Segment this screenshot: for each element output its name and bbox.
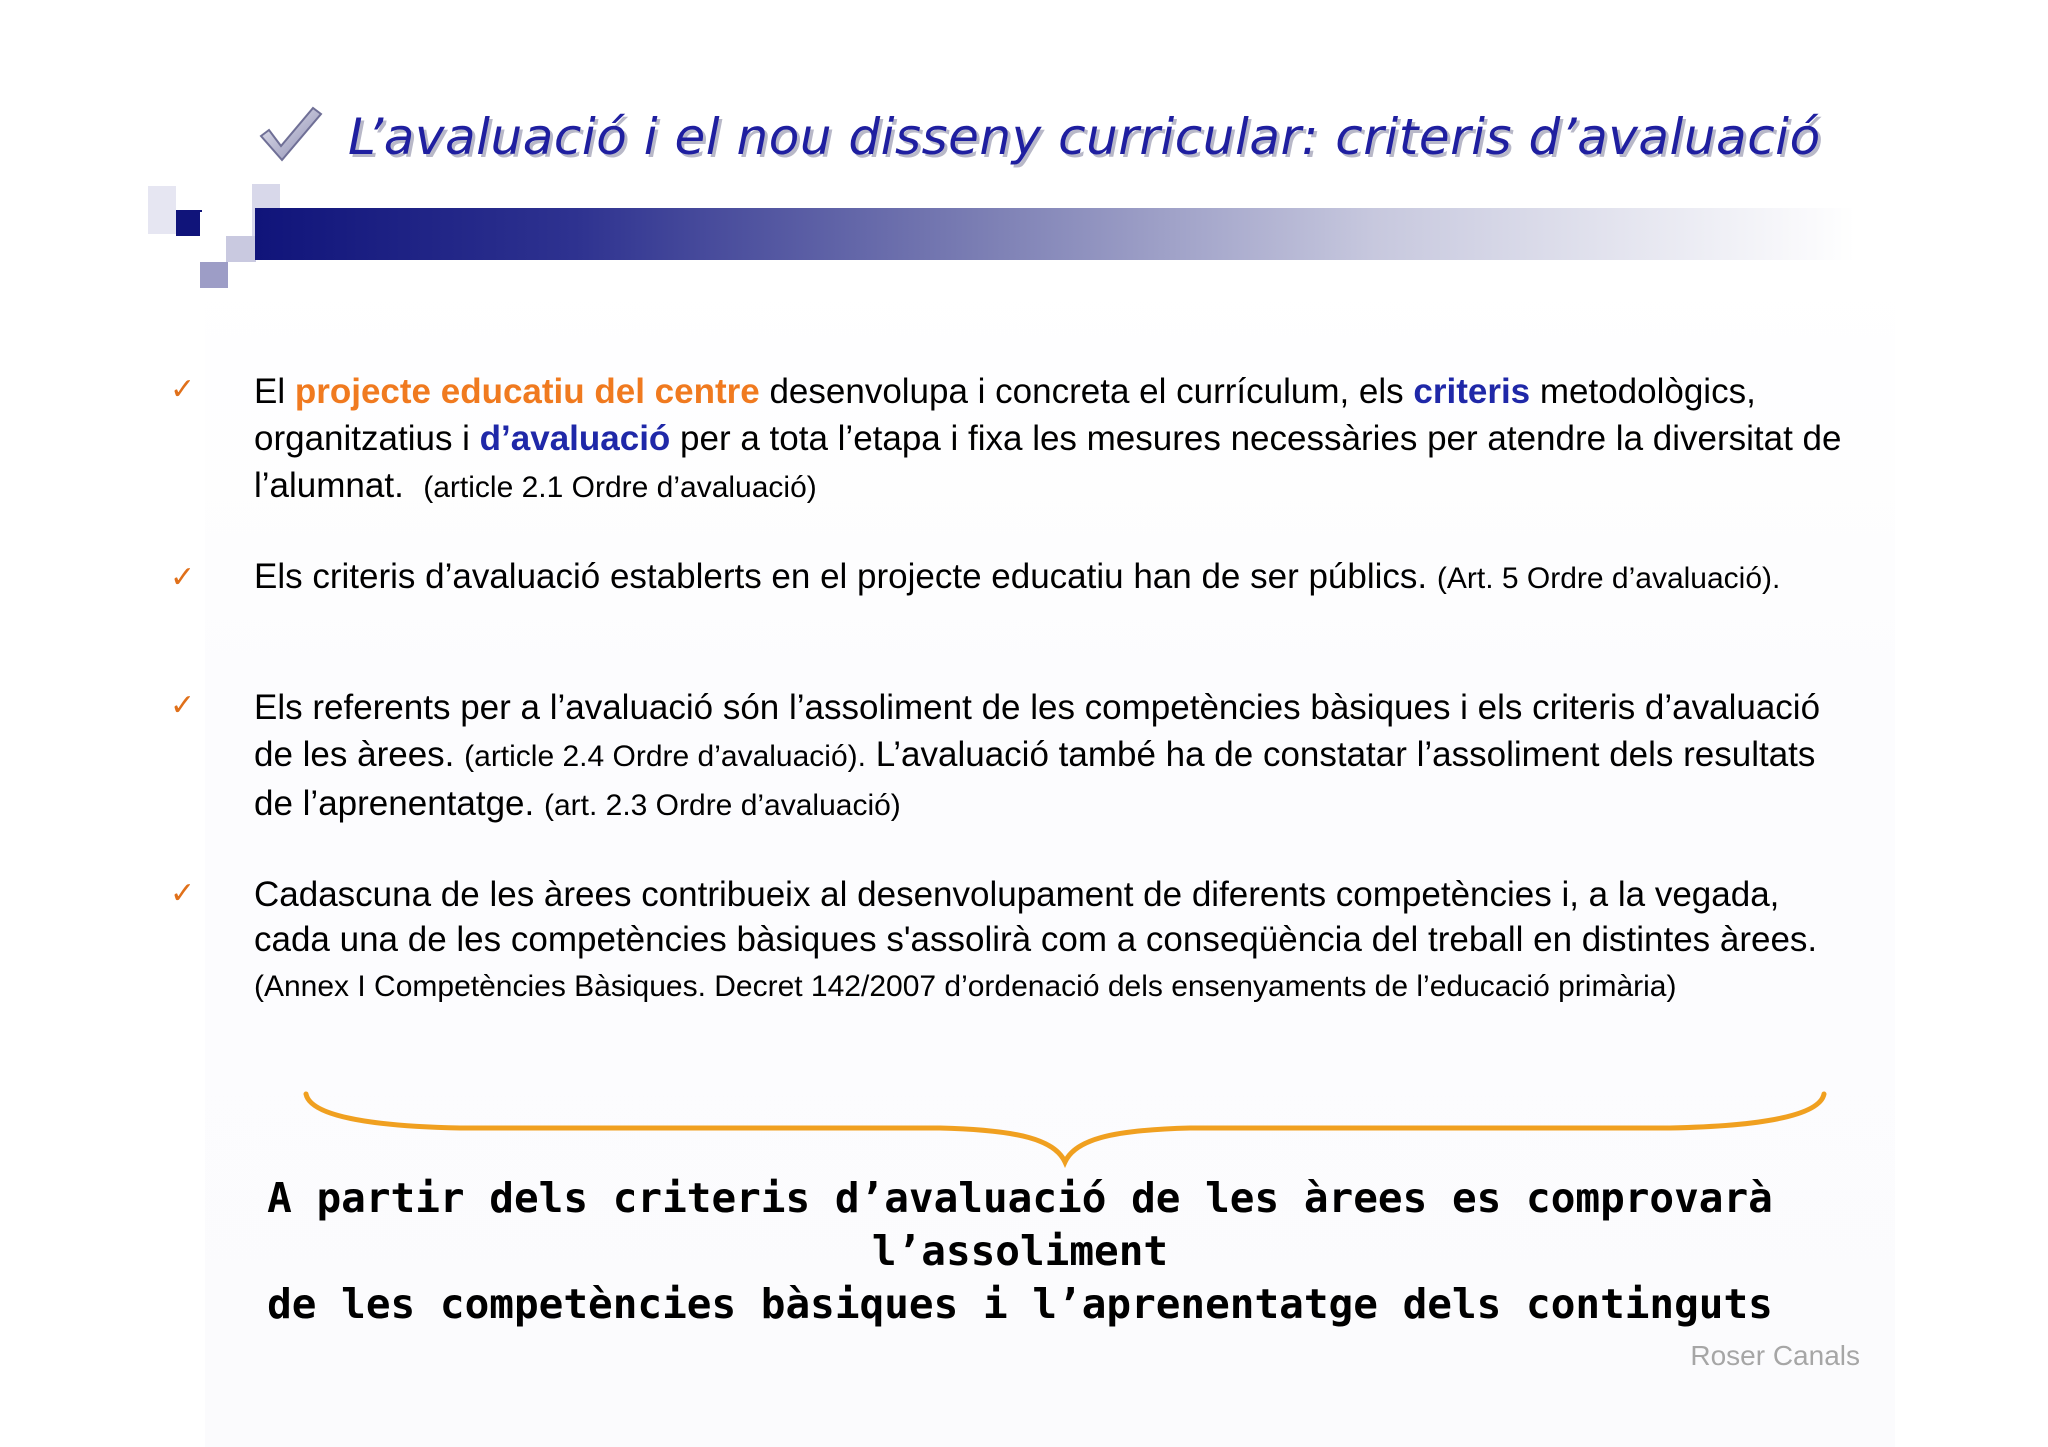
highlight-projecte: projecte educatiu del centre <box>294 372 760 411</box>
conclusion-text <box>200 1172 1840 1331</box>
checkmark-icon: ✓ <box>170 560 196 595</box>
decor-square <box>226 236 256 262</box>
conclusion-line-2: de les competències bàsiques i l’aprenentatge dels continguts <box>267 1280 1773 1328</box>
reference: (art. 2.3 Ordre d’avaluació) <box>543 789 901 822</box>
decor-square <box>200 212 226 238</box>
header-bar <box>255 208 1855 260</box>
decor-square <box>200 262 228 288</box>
conclusion-line-1: A partir dels criteris d’avaluació de les àrees es comprovarà l’assoliment <box>267 1174 1773 1275</box>
highlight-avaluacio: d’avaluació <box>479 419 671 458</box>
checkmark-icon <box>255 100 325 170</box>
reference: (Art. 5 Ordre d’avaluació). <box>1436 562 1781 595</box>
slide-title: L’avaluació i el nou disseny curricular: criteris d’avaluació <box>348 108 1821 166</box>
bullet-item <box>170 872 1890 1052</box>
decor-square <box>176 210 202 236</box>
bullet-item <box>170 368 1890 508</box>
author-footer: Roser Canals <box>1690 1340 1860 1371</box>
bullet-item <box>170 684 1890 824</box>
reference: (Annex I Competències Bàsiques. Decret 142/2007 d’ordenació dels ensenyaments de l’educació primària) <box>254 970 1677 1003</box>
decor-square <box>148 186 176 234</box>
bullet-text: Els referents per a l’avaluació són l’assoliment de les competències bàsiques i els criteris d’avaluació de les àrees. (article 2.4 Ordre d’avaluació). L’avaluació també ha de constatar l’assoliment dels resultats de l’aprenentatge. (art. 2.3 Ordre d’avaluació) <box>254 688 1821 823</box>
highlight-criteris: criteris <box>1413 372 1531 411</box>
reference: (article 2.1 Ordre d’avaluació) <box>423 471 817 504</box>
bullet-text: El projecte educatiu del centre desenvolupa i concreta el currículum, els criteris metodològics, organitzatius i d’avaluació per a tota l’etapa i fixa les mesures necessàries per atendre la diversitat de l’alumnat. (article 2.1 Ordre d’avaluació) <box>254 372 1842 505</box>
bullet-text: Els criteris d’avaluació establerts en el projecte educatiu han de ser públics. (Art. 5 Ordre d’avaluació). <box>254 557 1781 596</box>
curly-brace <box>300 1088 1830 1168</box>
bullet-item <box>170 556 1890 646</box>
bullet-text: Cadascuna de les àrees contribueix al desenvolupament de diferents competències i, a la vegada, cada una de les competències bàsiques s'assolirà com a conseqüència del treball en distintes àrees. (Annex I Competències Bàsiques. Decret 142/2007 d’ordenació dels ensenyaments de l’educació primària) <box>254 875 1818 1003</box>
checkmark-icon: ✓ <box>170 876 196 911</box>
checkmark-icon: ✓ <box>170 688 196 723</box>
reference: (article 2.4 Ordre d’avaluació). <box>464 740 866 773</box>
checkmark-icon: ✓ <box>170 372 196 407</box>
